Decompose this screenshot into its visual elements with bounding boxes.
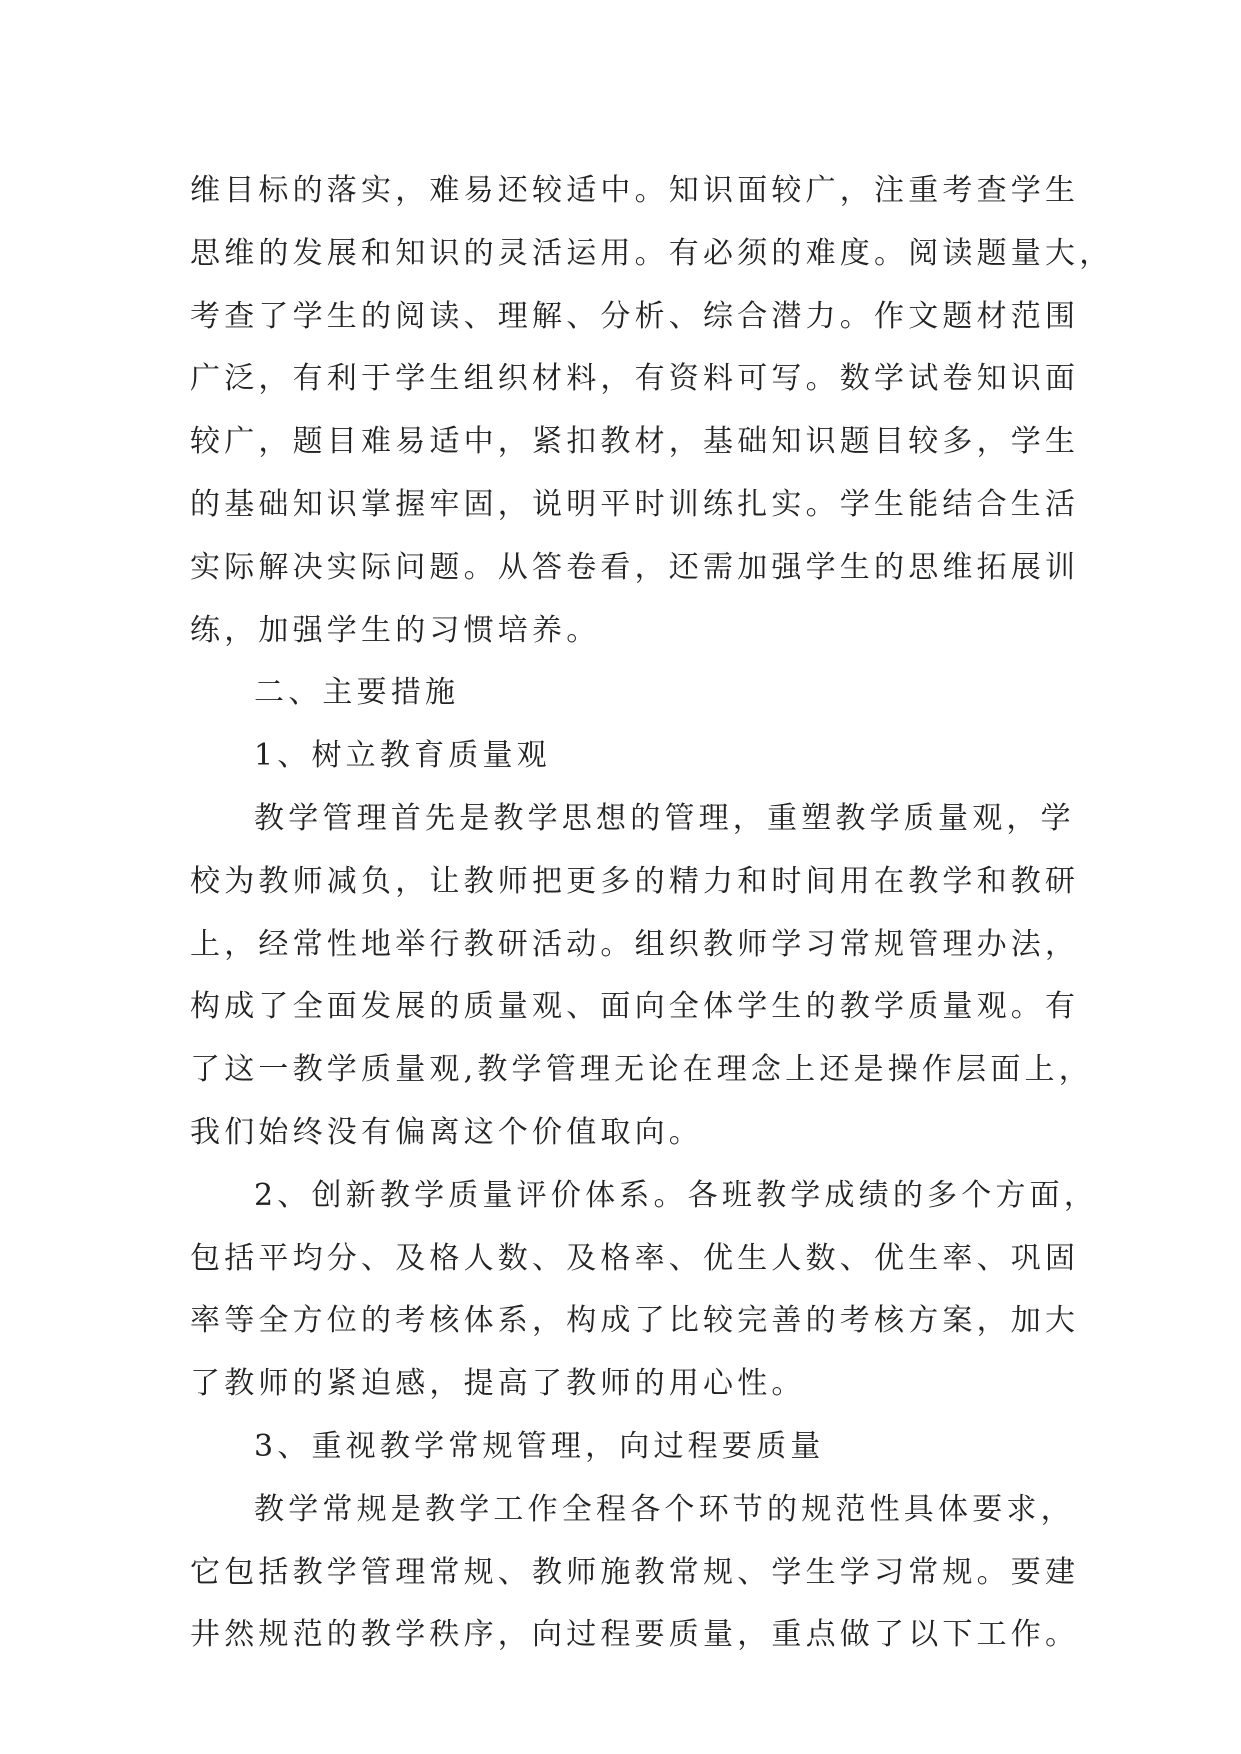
document-body xyxy=(190,160,1114,1667)
text-line: 了教师的紧迫感，提高了教师的用心性。 xyxy=(190,1366,806,1402)
text-line: 教学常规是教学工作全程各个环节的规范性具体要求， xyxy=(254,1491,1075,1527)
text-line: 1、树立教育质量观 xyxy=(254,738,551,774)
text-line: 率等全方位的考核体系，构成了比较完善的考核方案，加大 xyxy=(190,1303,1080,1339)
text-line: 校为教师减负，让教师把更多的精力和时间用在教学和教研 xyxy=(190,863,1080,899)
text-line: 二、主要措施 xyxy=(254,675,460,711)
text-line: 的基础知识掌握牢固，说明平时训练扎实。学生能结合生活 xyxy=(190,486,1080,522)
text-line: 2、创新教学质量评价体系。各班教学成绩的多个方面， xyxy=(254,1177,1099,1213)
text-line: 教学管理首先是教学思想的管理，重塑教学质量观，学 xyxy=(254,800,1075,836)
text-line: 了这一教学质量观,教学管理无论在理念上还是操作层面上， xyxy=(190,1052,1093,1088)
text-line: 维目标的落实，难易还较适中。知识面较广，注重考查学生 xyxy=(190,173,1080,208)
text-line: 广泛，有利于学生组织材料，有资料可写。数学试卷知识面 xyxy=(190,361,1080,397)
text-line: 我们始终没有偏离这个价值取向。 xyxy=(190,1114,703,1150)
text-line: 考查了学生的阅读、理解、分析、综合潜力。作文题材范围 xyxy=(190,298,1080,334)
text-line: 井然规范的教学秩序，向过程要质量，重点做了以下工作。 xyxy=(190,1617,1080,1653)
text-line: 练，加强学生的习惯培养。 xyxy=(190,612,601,648)
text-line: 它包括教学管理常规、教师施教常规、学生学习常规。要建 xyxy=(190,1554,1080,1590)
text-line: 思维的发展和知识的灵活运用。有必须的难度。阅读题量大， xyxy=(190,235,1114,271)
text-line: 较广，题目难易适中，紧扣教材，基础知识题目较多，学生 xyxy=(190,424,1080,460)
text-line: 构成了全面发展的质量观、面向全体学生的教学质量观。有 xyxy=(190,989,1080,1025)
text-line: 上，经常性地举行教研活动。组织教师学习常规管理办法， xyxy=(190,926,1080,962)
text-line: 包括平均分、及格人数、及格率、优生人数、优生率、巩固 xyxy=(190,1240,1080,1276)
text-line: 实际解决实际问题。从答卷看，还需加强学生的思维拓展训 xyxy=(190,549,1080,585)
text-line: 3、重视教学常规管理，向过程要质量 xyxy=(254,1428,825,1464)
